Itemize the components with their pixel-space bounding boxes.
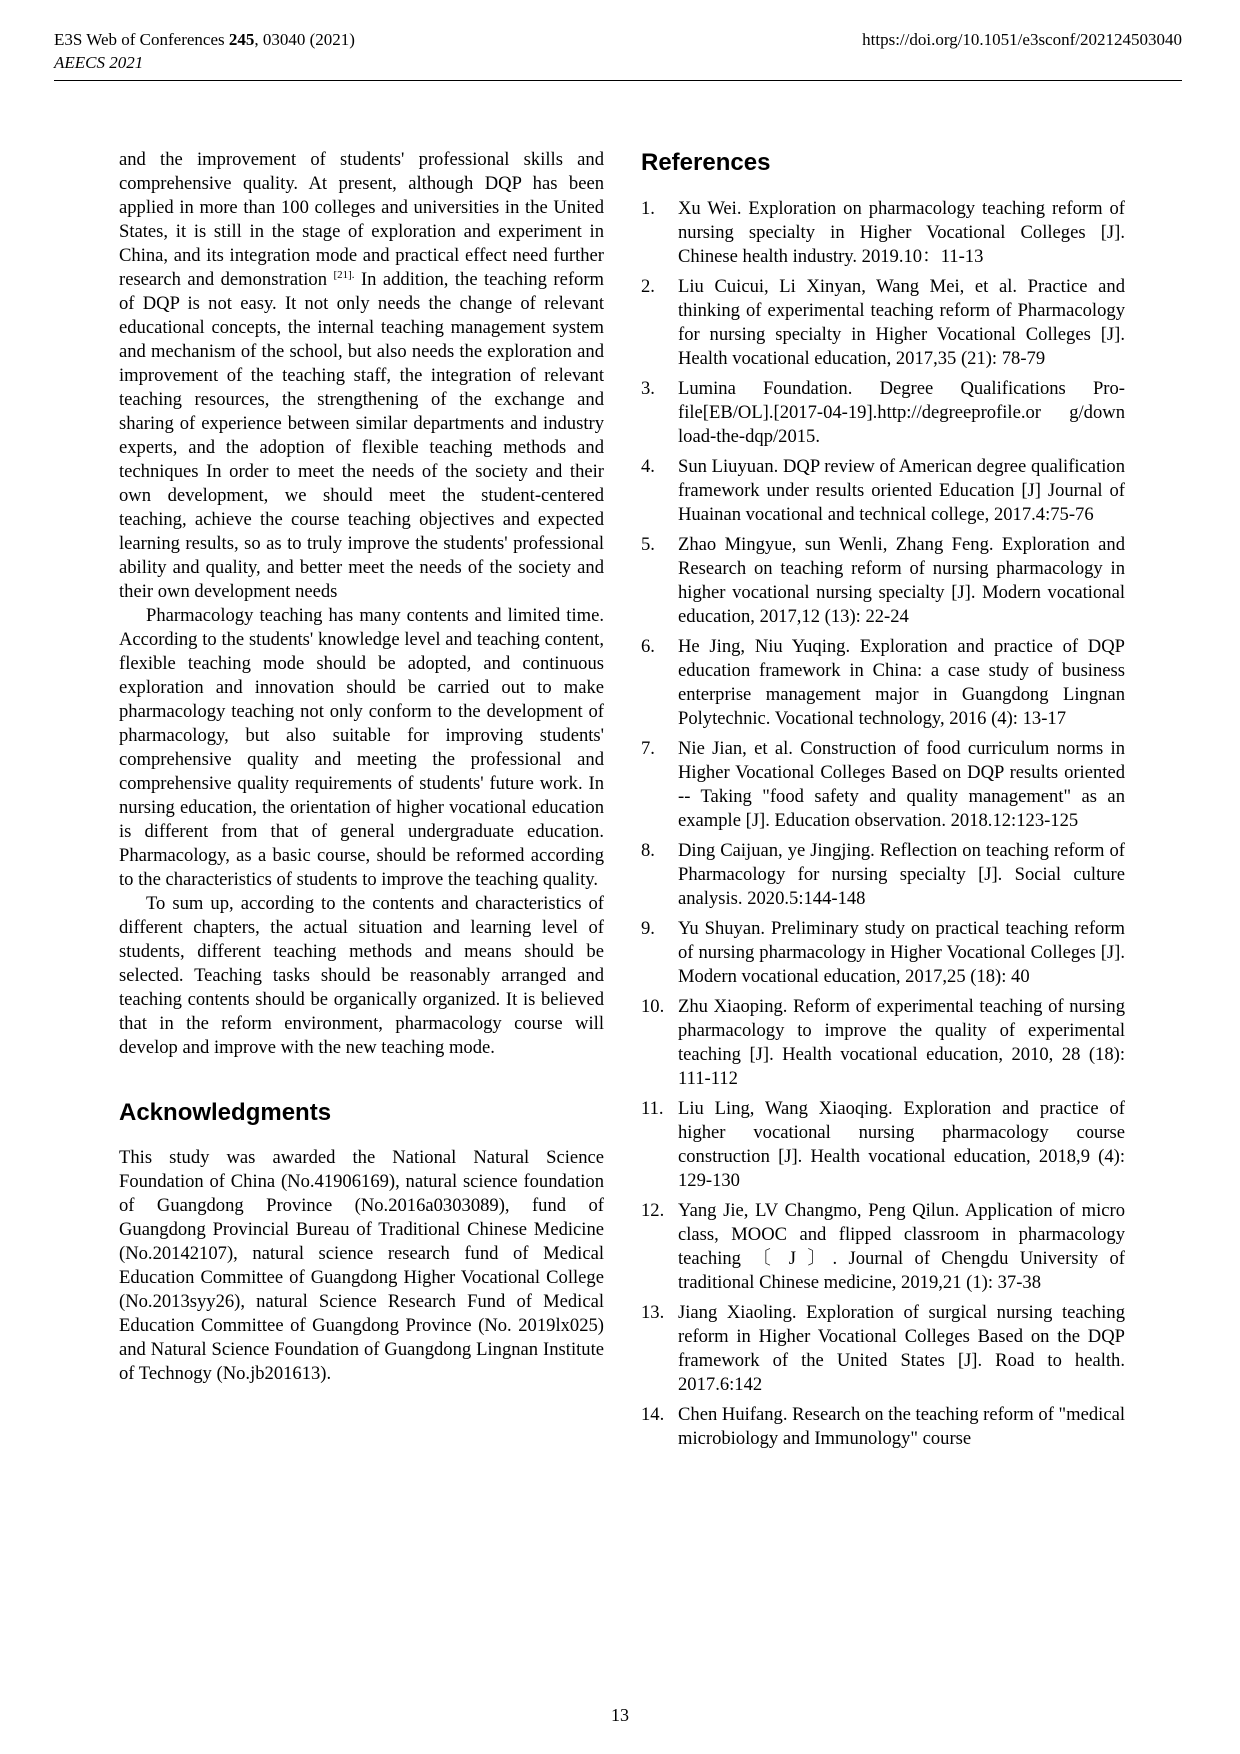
reference-text: Sun Liuyuan. DQP review of American degree qualification framework under results oriented Education [J] Journal of Huainan vocational and technical college, 2017.4:75-76 [678, 456, 1125, 525]
reference-text: Yu Shuyan. Preliminary study on practical teaching reform of nursing pharmacology in Higher Vocational Colleges [J]. Modern vocational education, 2017,25 (18): 40 [678, 918, 1125, 987]
reference-item [641, 1097, 1125, 1193]
reference-number: 9. [641, 918, 655, 939]
reference-item [641, 275, 1125, 371]
reference-text: Lumina Foundation. Degree Qualifications Pro-file[EB/OL].[2017-04-19].http://degreeprofile.or g/down load-the-dqp/2015. [678, 378, 1125, 447]
reference-number: 14. [641, 1404, 665, 1425]
right-column [641, 148, 1125, 1457]
reference-text: Liu Cuicui, Li Xinyan, Wang Mei, et al. Practice and thinking of experimental teaching reform of Pharmacology for nursing specialty in Higher Vocational Colleges [J]. Health vocational education, 2017,35 (21): 78-79 [678, 276, 1125, 369]
reference-text: Zhao Mingyue, sun Wenli, Zhang Feng. Exploration and Research on teaching reform of nursing pharmacology in higher vocational nursing specialty [J]. Modern vocational education, 2017,12 (13): 22-24 [678, 534, 1125, 627]
reference-text: Liu Ling, Wang Xiaoqing. Exploration and practice of higher vocational nursing pharmacology course construction [J]. Health vocational education, 2018,9 (4): 129-130 [678, 1098, 1125, 1191]
reference-number: 2. [641, 276, 655, 297]
reference-number: 3. [641, 378, 655, 399]
reference-number: 5. [641, 534, 655, 555]
reference-item [641, 455, 1125, 527]
acknowledgments-heading: Acknowledgments [119, 1099, 332, 1126]
reference-text: Ding Caijuan, ye Jingjing. Reflection on teaching reform of Pharmacology for nursing specialty [J]. Social culture analysis. 2020.5:144-148 [678, 840, 1125, 909]
reference-number: 6. [641, 636, 655, 657]
page-number: 13 [611, 1705, 629, 1725]
reference-item [641, 377, 1125, 449]
body-paragraph-3: To sum up, according to the contents and characteristics of different chapters, the actual situation and learning level of students, different teaching methods and means should be selected. Teaching tasks should be reasonably arranged and teaching contents should be organically organized. It is believed that in the reform environment, pharmacology course will develop and improve with the new teaching mode. [119, 893, 604, 1058]
page-header [54, 28, 1182, 81]
reference-item [641, 635, 1125, 731]
reference-number: 13. [641, 1302, 665, 1323]
reference-item [641, 197, 1125, 269]
reference-item [641, 917, 1125, 989]
journal-volume: 245 [228, 30, 255, 49]
doi-link[interactable]: https://doi.org/10.1051/e3sconf/202124503040 [862, 30, 1182, 49]
reference-item [641, 1199, 1125, 1295]
reference-number: 10. [641, 996, 665, 1017]
reference-item [641, 839, 1125, 911]
body-paragraph-2: Pharmacology teaching has many contents and limited time. According to the students' knowledge level and teaching content, flexible teaching mode should be adopted, and continuous exploration and innovation should be carried out to make pharmacology teaching not only conform to the development of pharmacology, but also suitable for improving students' comprehensive quality and meeting the professional and comprehensive quality requirements of students' future work. In nursing education, the orientation of higher vocational education is different from that of general undergraduate education. Pharmacology, as a basic course, should be reformed according to the characteristics of students to improve the teaching quality. [119, 605, 604, 890]
reference-number: 1. [641, 198, 655, 219]
reference-number: 7. [641, 738, 655, 759]
reference-text: Zhu Xiaoping. Reform of experimental teaching of nursing pharmacology to improve the quality of experimental teaching [J]. Health vocational education, 2010, 28 (18): 111-112 [678, 996, 1125, 1089]
reference-list [641, 197, 1125, 1451]
left-column [119, 148, 604, 1386]
body-paragraph-1: and the improvement of students' professional skills and comprehensive quality. At present, although DQP has been applied in more than 100 colleges and universities in the United States, it is still in the stage of exploration and experiment in China, and its integration mode and practical effect need further research and demonstration $^{[21].}$ In addition, the teaching reform of DQP is not easy. It not only needs the change of relevant educational concepts, the internal teaching management system and mechanism of the school, but also needs the exploration and improvement of the teaching staff, the integration of relevant teaching resources, the strengthening of the exchange and sharing of experience between similar departments and industry experts, and the adoption of flexible teaching methods and techniques In order to meet the needs of the society and their own development, we should meet the student-centered teaching, achieve the course teaching objectives and expected learning results, so as to truly improve the students' professional ability and quality, and better meet the needs of the society and their own development needs [119, 149, 604, 602]
acknowledgments-text: This study was awarded the National Natural Science Foundation of China (No.41906169), natural science foundation of Guangdong Province (No.2016a0303089), fund of Guangdong Provincial Bureau of Traditional Chinese Medicine (No.20142107), natural science research fund of Medical Education Committee of Guangdong Higher Vocational College (No.2013syy26), natural Science Research Fund of Medical Education Committee of Guangdong Province (No. 2019lx025) and Natural Science Foundation of Guangdong Lingnan Institute of Technogy (No.jb201613). [119, 1147, 604, 1384]
reference-item [641, 1301, 1125, 1397]
reference-number: 8. [641, 840, 655, 861]
citation-superscript: [21]. [333, 269, 355, 281]
reference-item [641, 1403, 1125, 1451]
reference-item [641, 737, 1125, 833]
reference-text: Xu Wei. Exploration on pharmacology teaching reform of nursing specialty in Higher Vocational Colleges [J]. Chinese health industry. 2019.10：11-13 [678, 198, 1125, 267]
reference-text: He Jing, Niu Yuqing. Exploration and practice of DQP education framework in China: a case study of business enterprise management major in Guangdong Lingnan Polytechnic. Vocational technology, 2016 (4): 13-17 [678, 636, 1125, 729]
reference-item [641, 995, 1125, 1091]
reference-number: 12. [641, 1200, 665, 1221]
references-heading: References [641, 149, 771, 176]
reference-item [641, 533, 1125, 629]
journal-name: E3S Web of Conferences [54, 30, 229, 49]
conference-name: AEECS 2021 [54, 53, 144, 72]
journal-issue: , 03040 (2021) [254, 30, 355, 49]
reference-text: Chen Huifang. Research on the teaching reform of "medical microbiology and Immunology" course [678, 1404, 1125, 1449]
reference-text: Jiang Xiaoling. Exploration of surgical nursing teaching reform in Higher Vocational Colleges Based on the DQP framework of the United States [J]. Road to health. 2017.6:142 [678, 1302, 1125, 1395]
reference-number: 4. [641, 456, 655, 477]
reference-number: 11. [641, 1098, 664, 1119]
reference-text: Yang Jie, LV Changmo, Peng Qilun. Application of micro class, MOOC and flipped classroom in pharmacology teaching 〔 J 〕. Journal of Chengdu University of traditional Chinese medicine, 2019,21 (1): 37-38 [678, 1200, 1125, 1293]
reference-text: Nie Jian, et al. Construction of food curriculum norms in Higher Vocational Colleges Based on DQP results oriented -- Taking "food safety and quality management" as an example [J]. Education observation. 2018.12:123-125 [678, 738, 1125, 831]
